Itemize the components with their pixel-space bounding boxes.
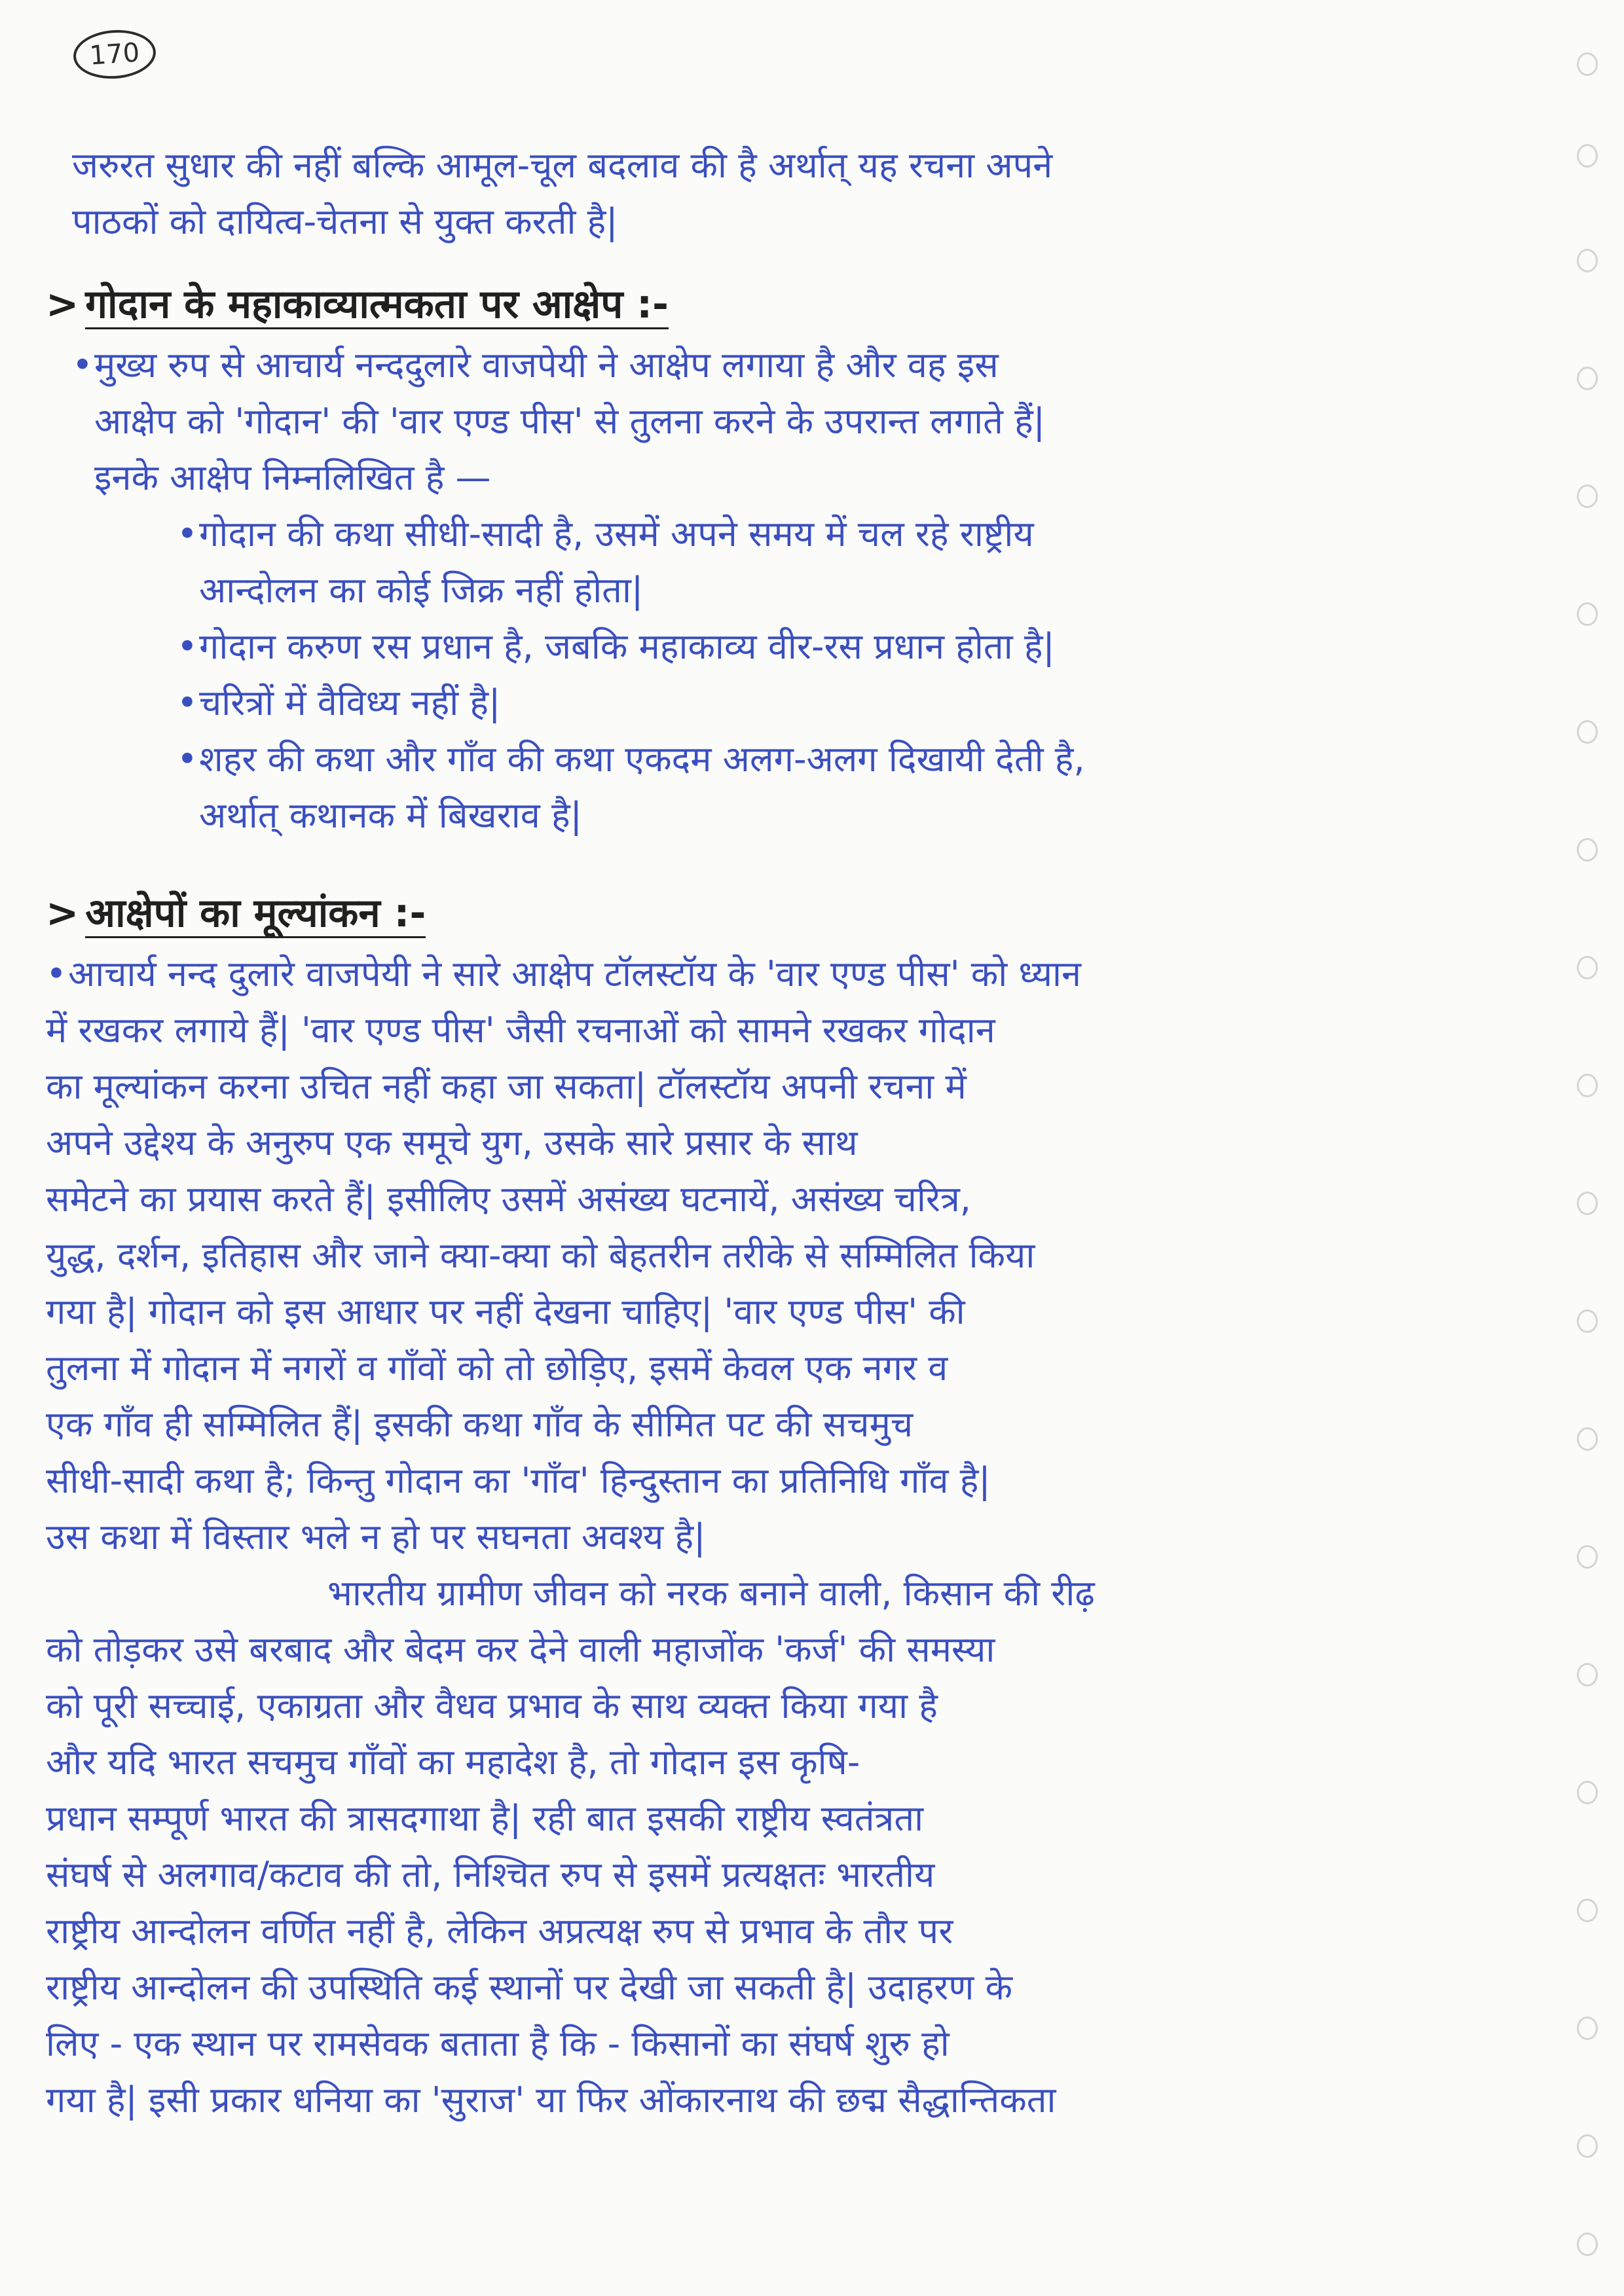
- binder-hole: [1577, 1899, 1598, 1922]
- text-line: लिए - एक स्थान पर रामसेवक बताता है कि - किसानों का संघर्ष शुरु हो: [46, 2023, 950, 2064]
- sub-bullet-line: •चरित्रों में वैविध्य नहीं है|: [46, 675, 1428, 731]
- text-line: जरुरत सुधार की नहीं बल्कि आमूल-चूल बदलाव की है अर्थात् यह रचना अपने: [72, 145, 1053, 186]
- binder-hole: [1577, 838, 1598, 862]
- binder-hole: [1577, 52, 1598, 76]
- binder-hole: [1577, 602, 1598, 626]
- text-line: सीधी-सादी कथा है; किन्तु गोदान का 'गाँव' हिन्दुस्तान का प्रतिनिधि गाँव है|: [46, 1460, 991, 1501]
- text-line: तुलना में गोदान में नगरों व गाँवों को तो छोड़िए, इसमें केवल एक नगर व: [46, 1347, 948, 1389]
- binder-hole: [1577, 367, 1598, 390]
- text-line: गया है| इसी प्रकार धनिया का 'सुराज' या फिर ओंकारनाथ की छद्म सैद्धान्तिकता: [46, 2079, 1056, 2121]
- text-line: का मूल्यांकन करना उचित नहीं कहा जा सकता| टॉलस्टॉय अपनी रचना में: [46, 1066, 967, 1107]
- binder-hole: [1577, 1309, 1598, 1333]
- binder-hole: [1577, 720, 1598, 744]
- section-heading: > गोदान के महाकाव्यात्मकता पर आक्षेप :-: [46, 272, 1428, 337]
- text-line: गया है| गोदान को इस आधार पर नहीं देखना चाहिए| 'वार एण्ड पीस' की: [46, 1291, 965, 1332]
- text-line: में रखकर लगाये हैं| 'वार एण्ड पीस' जैसी रचनाओं को सामने रखकर गोदान: [46, 1010, 995, 1051]
- binder-hole: [1577, 249, 1598, 272]
- text-line: अपने उद्देश्य के अनुरुप एक समूचे युग, उसके सारे प्रसार के साथ: [46, 1122, 858, 1163]
- text-line: युद्ध, दर्शन, इतिहास और जाने क्या-क्या को बेहतरीन तरीके से सम्मिलित किया: [46, 1235, 1035, 1276]
- text-line: और यदि भारत सचमुच गाँवों का महादेश है, तो गोदान इस कृषि-: [46, 1741, 860, 1783]
- text-line: राष्ट्रीय आन्दोलन वर्णित नहीं है, लेकिन अप्रत्यक्ष रुप से प्रभाव के तौर पर: [46, 1910, 953, 1952]
- arrow-icon: >: [46, 890, 79, 936]
- binder-hole: [1577, 1427, 1598, 1451]
- binder-hole: [1577, 1781, 1598, 1804]
- bullet-icon: •: [177, 682, 198, 723]
- text-line: इनके आक्षेप निम्नलिखित है —: [94, 457, 491, 498]
- section-objections: [46, 272, 1428, 844]
- sub-bullet-line: •गोदान की कथा सीधी-सादी है, उसमें अपने समय में चल रहे राष्ट्रीय: [46, 506, 1428, 562]
- text-line: अर्थात् कथानक में बिखराव है|: [199, 795, 582, 836]
- sub-bullet-line: •गोदान करुण रस प्रधान है, जबकि महाकाव्य वीर-रस प्रधान होता है|: [46, 619, 1428, 675]
- binder-hole: [1577, 484, 1598, 508]
- binder-hole: [1577, 956, 1598, 979]
- bullet-icon: •: [177, 738, 198, 780]
- text-line: उस कथा में विस्तार भले न हो पर सघनता अवश्य है|: [46, 1516, 706, 1558]
- binder-hole: [1577, 2016, 1598, 2040]
- text-line: पाठकों को दायित्व-चेतना से युक्त करती है|: [72, 201, 618, 242]
- binder-hole: [1577, 1545, 1598, 1569]
- bullet-icon: •: [46, 953, 67, 994]
- sub-bullet-line: •शहर की कथा और गाँव की कथा एकदम अलग-अलग दिखायी देती है,: [46, 731, 1428, 788]
- text-line: को तोड़कर उसे बरबाद और बेदम कर देने वाली महाजोंक 'कर्ज' की समस्या: [46, 1629, 995, 1670]
- section-evaluation: [46, 881, 1428, 2128]
- arrow-icon: >: [46, 282, 79, 327]
- bullet-icon: •: [177, 513, 198, 555]
- bullet-icon: •: [177, 626, 198, 667]
- section-heading: > आक्षेपों का मूल्यांकन :-: [46, 881, 1428, 946]
- text-line: भारतीय ग्रामीण जीवन को नरक बनाने वाली, किसान की रीढ़: [327, 1573, 1095, 1614]
- binder-holes: [1572, 52, 1598, 2278]
- text-line: आन्दोलन का कोई जिक्र नहीं होता|: [199, 570, 644, 611]
- binder-hole: [1577, 144, 1598, 168]
- page-number: 170: [72, 27, 158, 82]
- text-line: समेटने का प्रयास करते हैं| इसीलिए उसमें असंख्य घटनायें, असंख्य चरित्र,: [46, 1178, 971, 1220]
- binder-hole: [1577, 2232, 1598, 2256]
- bullet-icon: •: [72, 344, 93, 386]
- bullet-line: •मुख्य रुप से आचार्य नन्ददुलारे वाजपेयी ने आक्षेप लगाया है और वह इस: [46, 337, 1428, 393]
- binder-hole: [1577, 1192, 1598, 1215]
- text-line: आक्षेप को 'गोदान' की 'वार एण्ड पीस' से तुलना करने के उपरान्त लगाते हैं|: [94, 401, 1045, 442]
- text-line: को पूरी सच्चाई, एकाग्रता और वैधव प्रभाव के साथ व्यक्त किया गया है: [46, 1685, 938, 1726]
- text-line: एक गाँव ही सम्मिलित हैं| इसकी कथा गाँव के सीमित पट की सचमुच: [46, 1404, 913, 1445]
- binder-hole: [1577, 1074, 1598, 1097]
- intro-paragraph: [46, 137, 1428, 250]
- binder-hole: [1577, 2134, 1598, 2158]
- text-line: संघर्ष से अलगाव/कटाव की तो, निश्चित रुप से इसमें प्रत्यक्षतः भारतीय: [46, 1854, 935, 1895]
- bullet-line: •आचार्य नन्द दुलारे वाजपेयी ने सारे आक्षेप टॉलस्टॉय के 'वार एण्ड पीस' को ध्यान: [46, 946, 1428, 1002]
- binder-hole: [1577, 1663, 1598, 1686]
- text-line: प्रधान सम्पूर्ण भारत की त्रासदगाथा है| रही बात इसकी राष्ट्रीय स्वतंत्रता: [46, 1798, 924, 1839]
- text-line: राष्ट्रीय आन्दोलन की उपस्थिति कई स्थानों पर देखी जा सकती है| उदाहरण के: [46, 1967, 1013, 2008]
